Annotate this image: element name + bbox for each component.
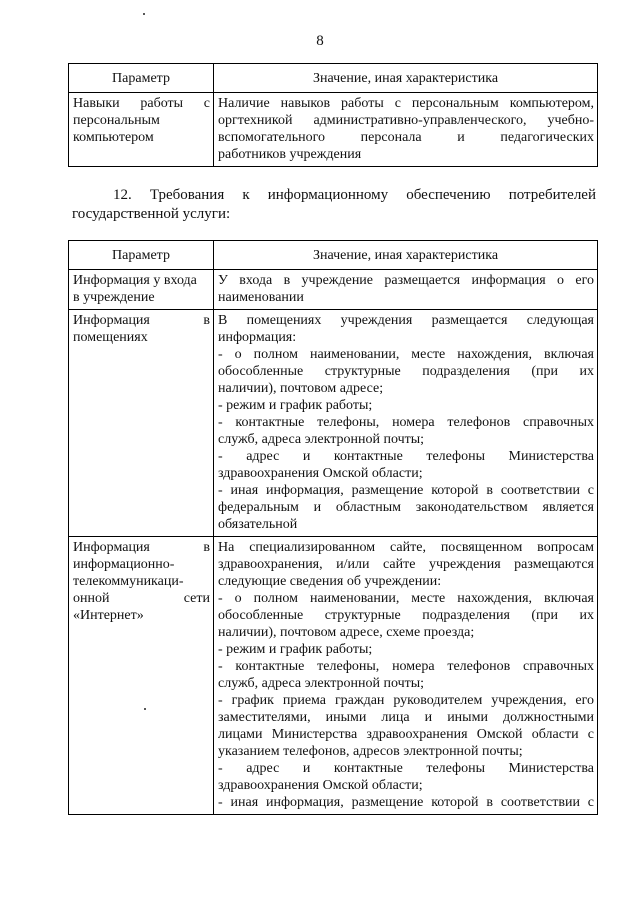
value-cell [214, 310, 598, 537]
value-line: оргтехникой административно-управленческого, учебно- [218, 113, 594, 128]
value-line: - контактные телефоны, номера телефонов справочных [218, 659, 594, 674]
scan-speck [143, 13, 145, 15]
value-line: - контактные телефоны, номера телефонов справочных [218, 415, 594, 430]
value-line: обязательной [218, 517, 298, 532]
value-line: здравоохранения, и/или сайте учреждения размещаются [218, 557, 594, 572]
param-line: информационно- [73, 557, 175, 572]
param-line: помещениях [73, 330, 148, 345]
value-line: - адрес и контактные телефоны Министерства [218, 449, 594, 464]
param-line: Информация у входа [73, 273, 197, 288]
table-row [69, 270, 598, 310]
value-line: служб, адреса электронной почты; [218, 676, 425, 691]
param-line: «Интернет» [73, 608, 144, 623]
param-cell [69, 270, 214, 310]
value-line: Наличие навыков работы с персональным компьютером, [218, 96, 594, 111]
param-line: компьютером [73, 130, 154, 145]
value-line: - режим и график работы; [218, 642, 373, 657]
section-12-line: государственной услуги: [72, 206, 231, 222]
param-line: Информация в [73, 313, 210, 328]
section-12-line: 12. Требования к информационному обеспечению потребителей [113, 187, 596, 203]
value-line: - режим и график работы; [218, 398, 373, 413]
value-line: наименовании [218, 290, 304, 305]
value-line: работников учреждения [218, 147, 362, 162]
table-header-row [69, 241, 598, 270]
page-number: 8 [316, 33, 324, 49]
param-cell [69, 310, 214, 537]
value-line: наличии), почтовом адресе; [218, 381, 384, 396]
value-line: У входа в учреждение размещается информация о его [218, 273, 594, 288]
value-line: информация: [218, 330, 297, 345]
table-header-row [69, 64, 598, 93]
header-value: Значение, иная характеристика [214, 241, 598, 270]
param-line: персональным [73, 113, 160, 128]
value-line: - график приема граждан руководителем учреждения, его [218, 693, 594, 708]
value-line: обособленные структурные подразделения (при их [218, 608, 594, 623]
table-worker-skills [68, 63, 598, 167]
value-line: следующие сведения об учреждении: [218, 574, 442, 589]
table-row [69, 310, 598, 537]
param-cell [69, 537, 214, 815]
value-line: лицами Министерства здравоохранения Омской области с [218, 727, 594, 742]
value-line: здравоохранения Омской области; [218, 466, 423, 481]
value-line: - о полном наименовании, месте нахождения, включая [218, 591, 594, 606]
param-line: онной сети [73, 591, 210, 606]
value-line: - адрес и контактные телефоны Министерства [218, 761, 594, 776]
value-line: - иная информация, размещение которой в соответствии с [218, 483, 594, 498]
table-row [69, 93, 598, 167]
param-line: Информация в [73, 540, 210, 555]
value-line: обособленные структурные подразделения (при их [218, 364, 594, 379]
value-line: вспомогательного персонала и педагогических [218, 130, 594, 145]
section-12-paragraph [72, 186, 596, 224]
param-line: Навыки работы с [73, 96, 210, 111]
value-line: заместителями, иными лица и иными должностными [218, 710, 594, 725]
value-line: наличии), почтовом адресе, схеме проезда; [218, 625, 475, 640]
value-line: - иная информация, размещение которой в соответствии с [218, 795, 594, 810]
value-line: В помещениях учреждения размещается следующая [218, 313, 594, 328]
value-line: На специализированном сайте, посвященном вопросам [218, 540, 594, 555]
table-information-requirements [68, 240, 598, 815]
header-parameter: Параметр [69, 64, 214, 93]
table-row [69, 537, 598, 815]
value-cell [214, 537, 598, 815]
header-parameter: Параметр [69, 241, 214, 270]
value-line: здравоохранения Омской области; [218, 778, 423, 793]
header-value: Значение, иная характеристика [214, 64, 598, 93]
param-cell [69, 93, 214, 167]
value-cell [214, 270, 598, 310]
param-line: телекоммуникаци- [73, 574, 184, 589]
value-cell [214, 93, 598, 167]
value-line: служб, адреса электронной почты; [218, 432, 425, 447]
value-line: - о полном наименовании, месте нахождения, включая [218, 347, 594, 362]
value-line: федеральным и областным законодательством является [218, 500, 594, 515]
value-line: указанием телефонов, адресов электронной почты; [218, 744, 523, 759]
param-line: в учреждение [73, 290, 155, 305]
